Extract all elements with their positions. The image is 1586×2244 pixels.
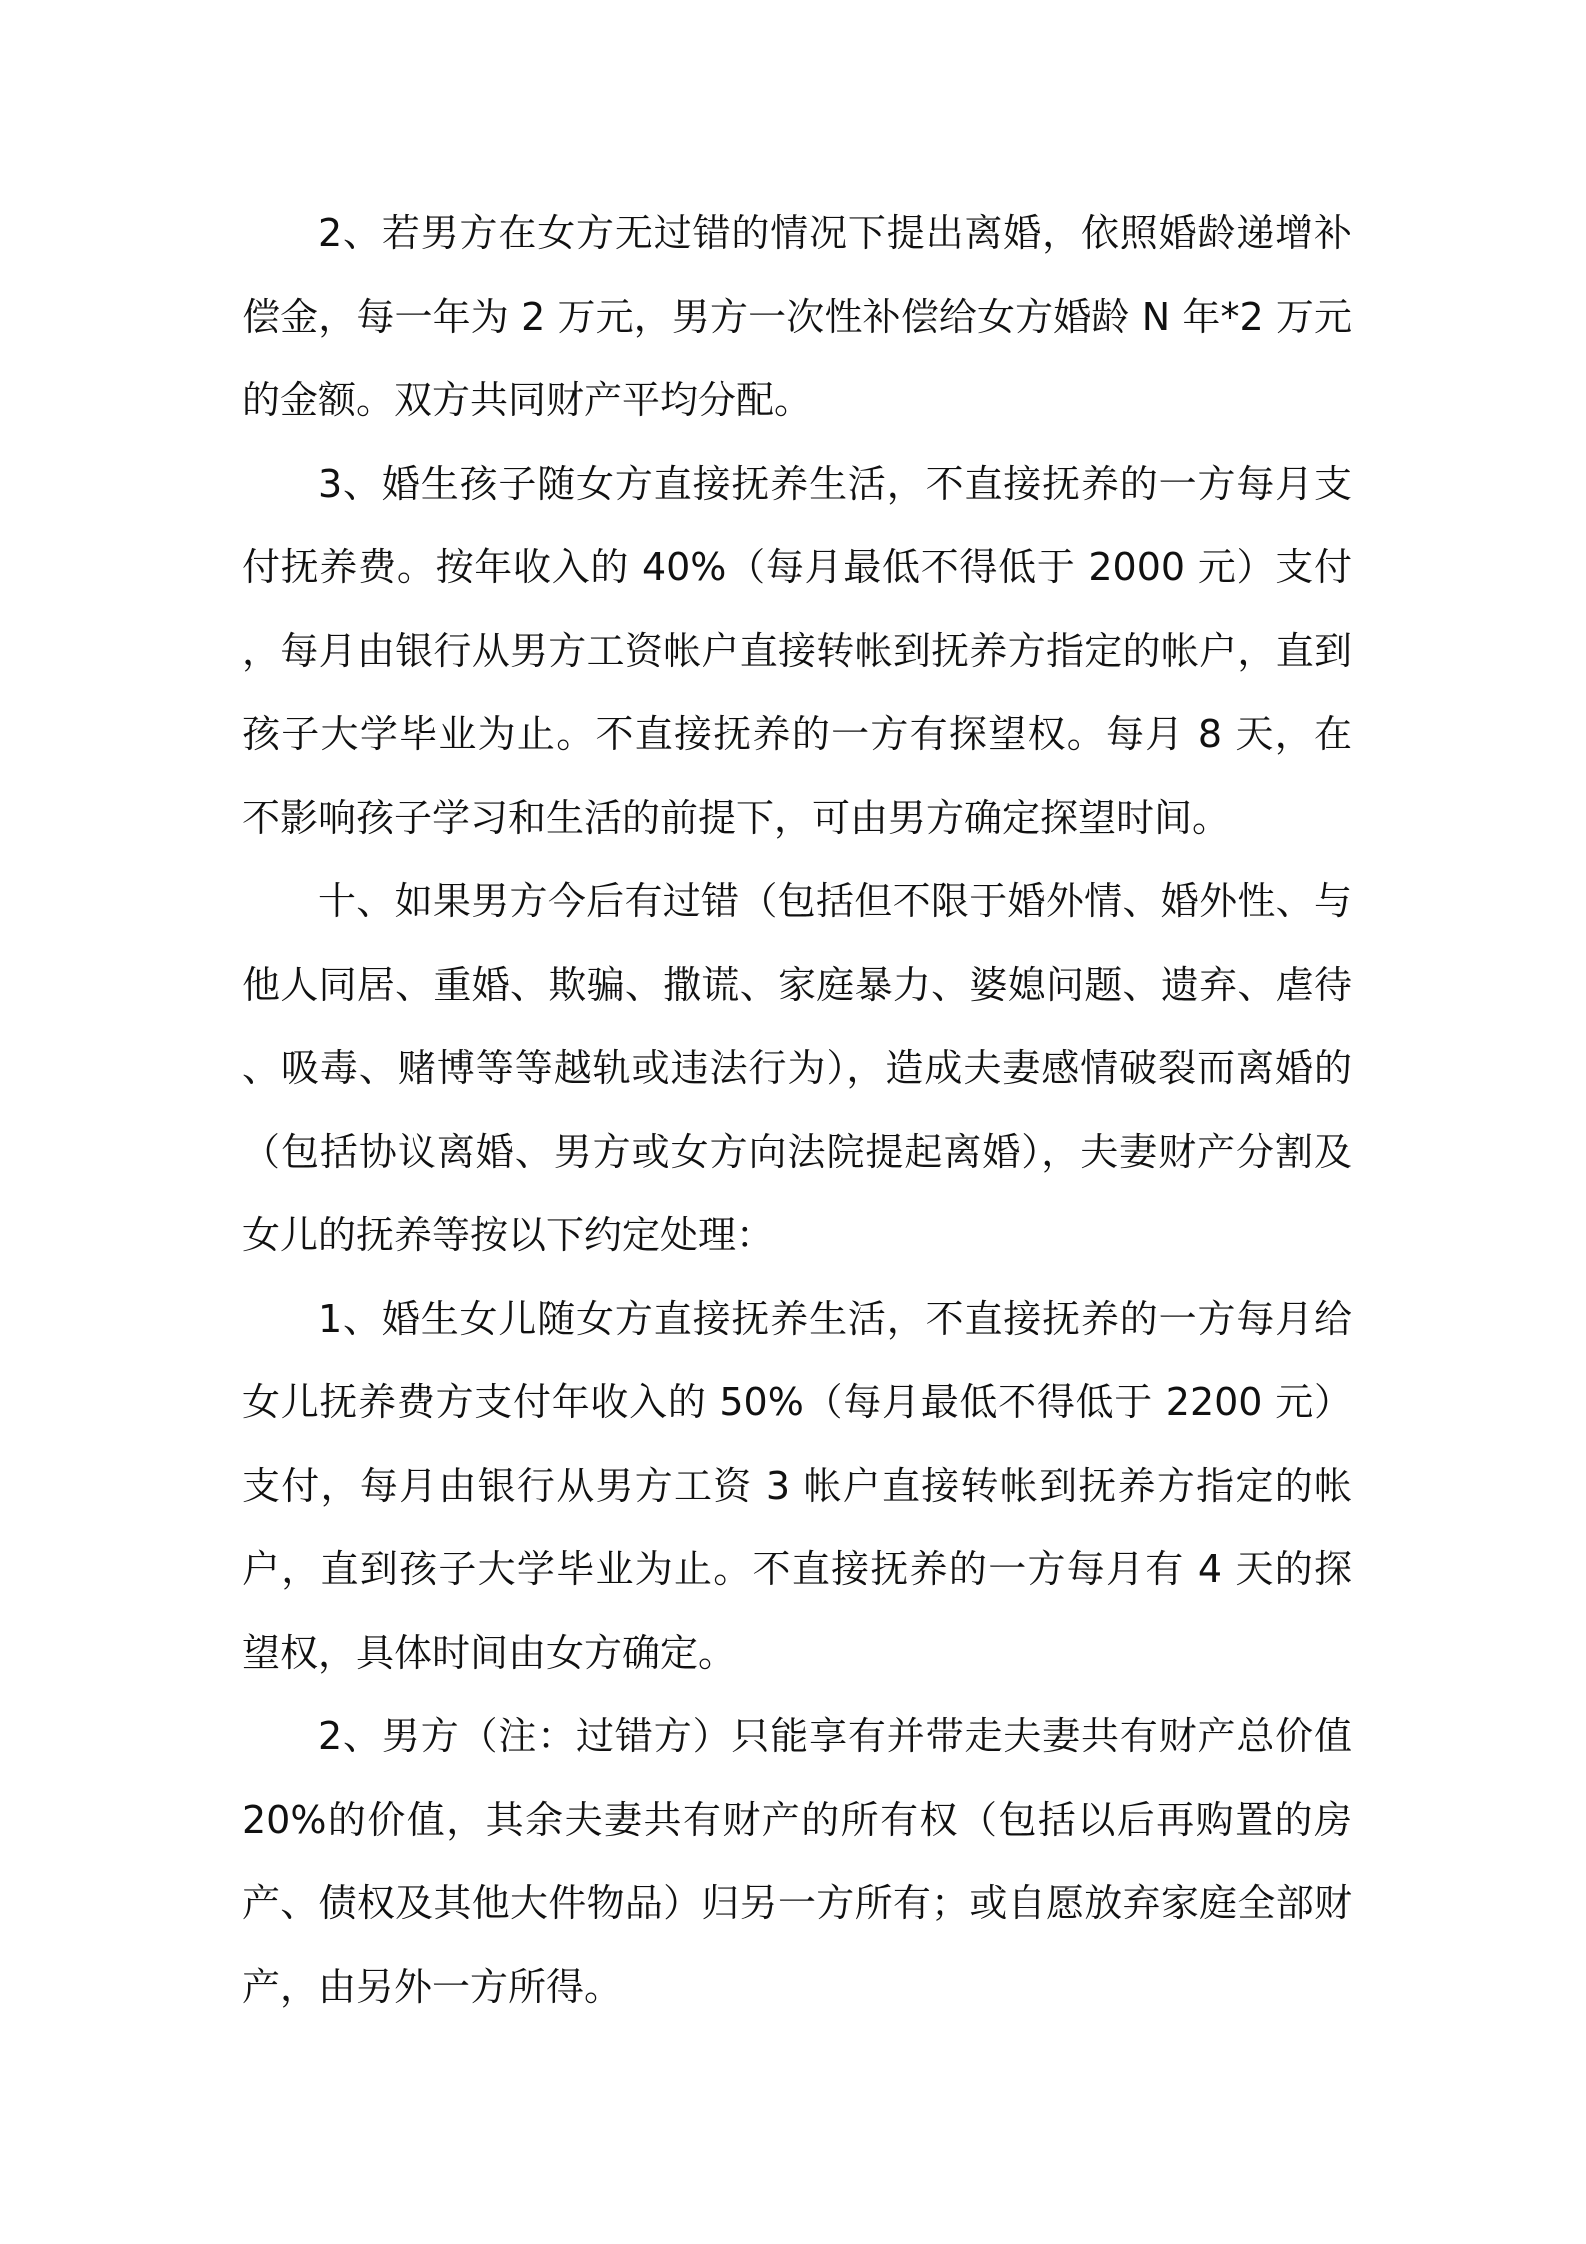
paragraph-property-division-clause: 2、男方（注：过错方）只能享有并带走夫妻共有财产总价值 20%的价值，其余夫妻共有财产的所有权（包括以后再购置的房产、债权及其他大件物品）归另一方所有；或自愿放弃家庭全部财产，由另外一方所得。 bbox=[242, 1714, 1352, 2009]
document-body bbox=[242, 192, 1352, 2029]
paragraph-daughter-custody-clause: 1、婚生女儿随女方直接抚养生活，不直接抚养的一方每月给女儿抚养费方支付年收入的 50%（每月最低不得低于 2200 元）支付，每月由银行从男方工资 3 帐户直接转帐到抚养方指定的帐户，直到孩子大学毕业为止。不直接抚养的一方每月有 4 天的探望权，具体时间由女方确定。 bbox=[242, 1296, 1352, 1675]
paragraph-child-support-clause: 3、婚生孩子随女方直接抚养生活，不直接抚养的一方每月支付抚养费。按年收入的 40%（每月最低不得低于 2000 元）支付，每月由银行从男方工资帐户直接转帐到抚养方指定的帐户，直到孩子大学毕业为止。不直接抚养的一方有探望权。每月 8 天，在不影响孩子学习和生活的前提下，可由男方确定探望时间。 bbox=[242, 461, 1352, 840]
paragraph-article-ten: 十、如果男方今后有过错（包括但不限于婚外情、婚外性、与他人同居、重婚、欺骗、撒谎、家庭暴力、婆媳问题、遗弃、虐待、吸毒、赌博等等越轨或违法行为），造成夫妻感情破裂而离婚的（包括协议离婚、男方或女方向法院提起离婚），夫妻财产分割及女儿的抚养等按以下约定处理： bbox=[242, 879, 1352, 1257]
paragraph-compensation-clause: 2、若男方在女方无过错的情况下提出离婚，依照婚龄递增补偿金，每一年为 2 万元，男方一次性补偿给女方婚龄 N 年*2 万元的金额。双方共同财产平均分配。 bbox=[242, 211, 1352, 422]
